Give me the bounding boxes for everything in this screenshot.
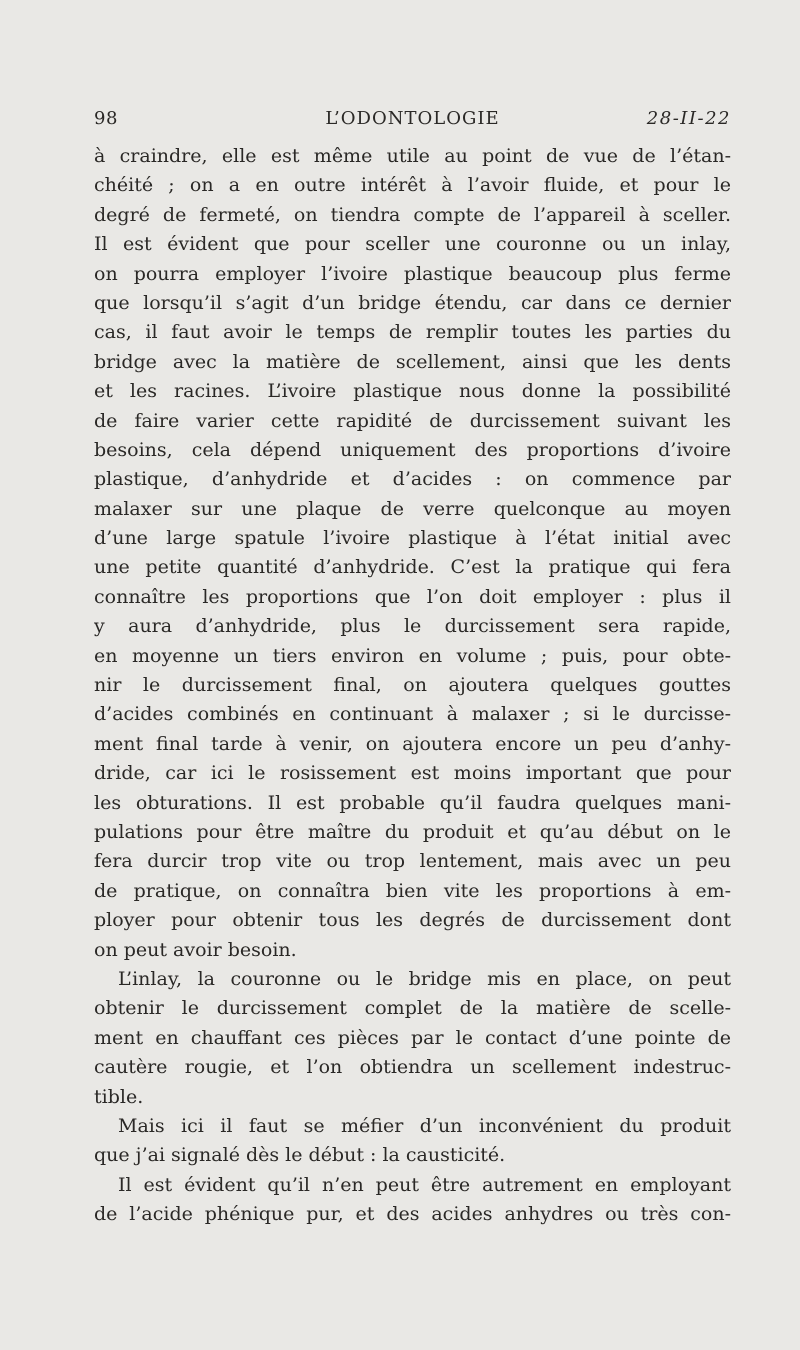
text-line: bridge avec la matière de scellement, ainsi que les dents [94,350,731,373]
text-line: de faire varier cette rapidité de durcissement suivant les [94,409,731,432]
text-line: L’inlay, la couronne ou le bridge mis en place, on peut [118,967,731,990]
text-line: pulations pour être maître du produit et qu’au début on le [94,820,731,843]
text-line: à craindre, elle est même utile au point de vue de l’étan- [94,145,731,167]
text-line: Il est évident qu’il n’en peut être autrement en employant [118,1173,731,1196]
body-text [94,142,731,1229]
text-line: ployer pour obtenir tous les degrés de durcissement dont [94,909,731,932]
text-line: fera durcir trop vite ou trop lentement, mais avec un peu [94,850,731,873]
text-line: ment en chauffant ces pièces par le contact d’une pointe de [94,1026,731,1049]
text-line: besoins, cela dépend uniquement des proportions d’ivoire [94,438,731,461]
text-line: ment final tarde à venir, on ajoutera encore un peu d’anhy- [94,732,731,755]
text-line: cautère rougie, et l’on obtiendra un scellement indestruc- [94,1056,731,1079]
text-line: en moyenne un tiers environ en volume ; puis, pour obte- [94,644,731,667]
text-line: y aura d’anhydride, plus le durcissement sera rapide, [94,615,731,638]
page-number: 98 [94,108,118,129]
text-line: on peut avoir besoin. [94,938,297,961]
text-line: connaître les proportions que l’on doit employer : plus il [94,585,731,608]
text-line: malaxer sur une plaque de verre quelconque au moyen [94,497,731,520]
text-line: on pourra employer l’ivoire plastique beaucoup plus ferme [94,262,731,285]
issue-date: 28-II-22 [646,108,731,129]
text-line: tible. [94,1085,144,1108]
text-line: degré de fermeté, on tiendra compte de l’appareil à sceller. [94,203,731,226]
text-line: de pratique, on connaîtra bien vite les proportions à em- [94,879,731,902]
running-header [94,108,731,136]
text-line: d’une large spatule l’ivoire plastique à l’état initial avec [94,527,731,550]
text-line: dride, car ici le rosissement est moins important que pour [94,762,731,785]
text-line: nir le durcissement final, on ajoutera quelques gouttes [94,674,731,697]
text-line: les obturations. Il est probable qu’il faudra quelques mani- [94,791,731,814]
text-line: chéité ; on a en outre intérêt à l’avoir fluide, et pour le [94,174,731,197]
journal-title: L’ODONTOLOGIE [325,108,500,129]
text-line: d’acides combinés en continuant à malaxer ; si le durcisse- [94,703,731,726]
text-line: Mais ici il faut se méfier d’un inconvénient du produit [118,1114,731,1137]
text-line: que j’ai signalé dès le début : la causticité. [94,1144,506,1167]
text-line: plastique, d’anhydride et d’acides : on commence par [94,468,731,491]
text-line: Il est évident que pour sceller une couronne ou un inlay, [94,233,731,256]
text-line: cas, il faut avoir le temps de remplir toutes les parties du [94,321,731,344]
text-line: obtenir le durcissement complet de la matière de scelle- [94,997,731,1020]
text-line: que lorsqu’il s’agit d’un bridge étendu, car dans ce dernier [94,291,731,314]
text-line: une petite quantité d’anhydride. C’est la pratique qui fera [94,556,731,579]
text-line: et les racines. L’ivoire plastique nous donne la possibilité [94,380,731,403]
text-line: de l’acide phénique pur, et des acides anhydres ou très con- [94,1203,731,1226]
